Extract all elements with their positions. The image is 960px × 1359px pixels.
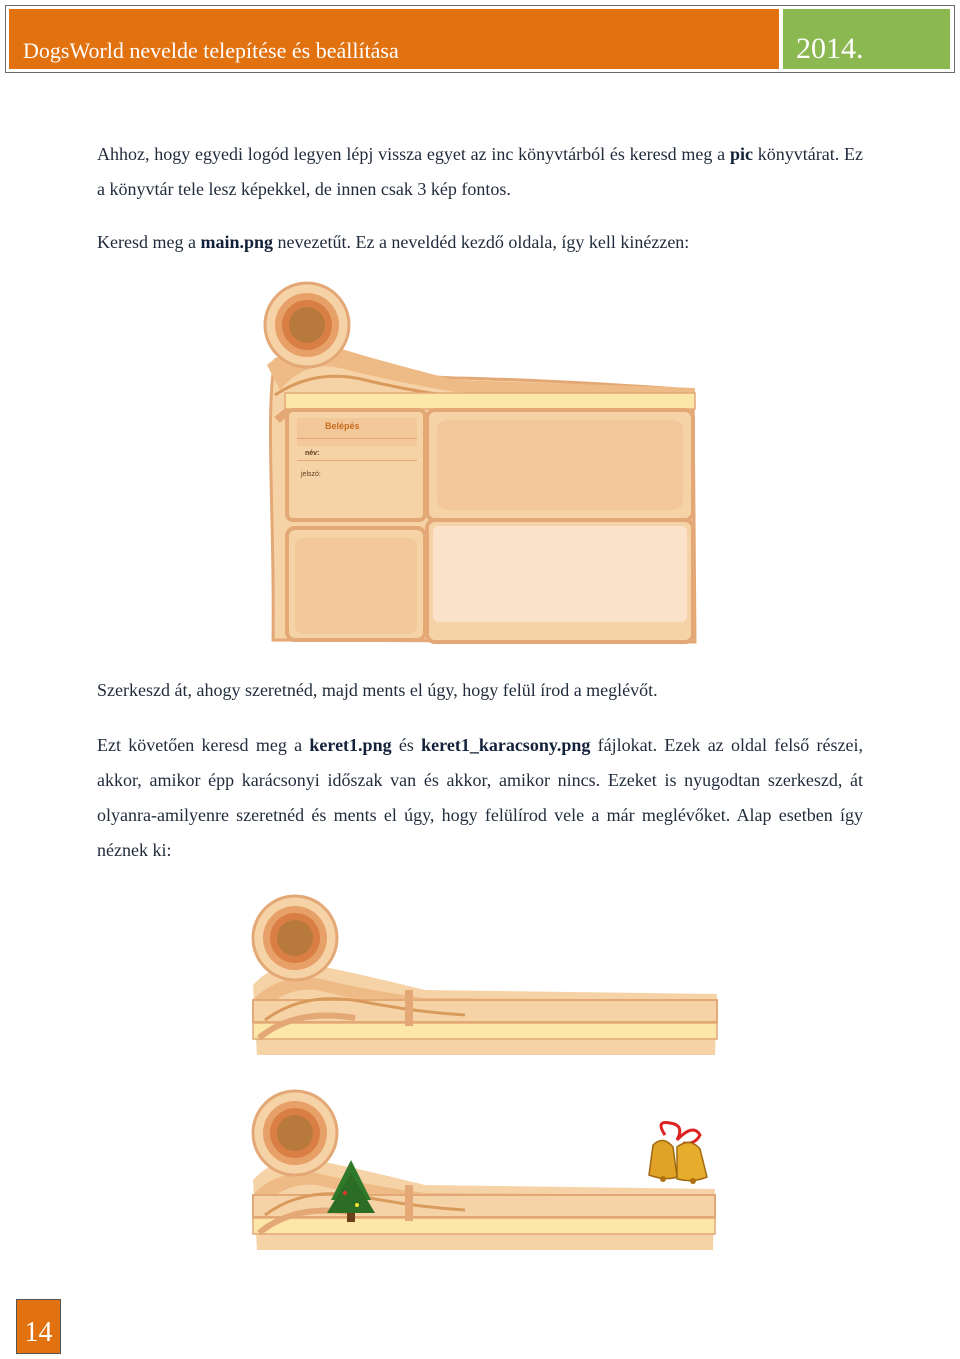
paragraph-save: Szerkeszd át, ahogy szeretnéd, majd ments el úgy, hogy felül írod a meglévőt. [97, 680, 658, 700]
text-run: és [391, 735, 422, 755]
page-number-box [16, 1299, 61, 1354]
text-run: Ahhoz, hogy egyedi logód legyen lépj vissza egyet az inc könyvtárból és keresd meg a [97, 144, 730, 164]
paragraph-pic-folder [97, 137, 863, 207]
paragraph-frames [97, 728, 863, 868]
login-title: Belépés [325, 421, 360, 431]
paragraph-main-png [97, 225, 863, 260]
bold-file-name: keret1.png [309, 735, 392, 755]
name-label: név: [305, 450, 320, 457]
bold-file-name: main.png [200, 232, 273, 252]
bold-file-name: keret1_karacsony.png [421, 735, 591, 755]
header-title-band [9, 9, 779, 69]
main-page-image [255, 280, 705, 650]
password-label: jelszó: [301, 471, 321, 478]
text-run: fájlokat. Ezek az oldal felső részei, akkor, amikor épp karácsonyi időszak van és akkor, amikor nincs. Ezeket is nyugodtan szerkeszd, át olyanra-amilyenre szeretnéd és ments el úgy, hogy felülírod vele a már meglévőket. Alap esetben így néznek ki: [97, 735, 864, 860]
header-year-band [783, 9, 950, 69]
text-run: könyvtárat. Ez a könyvtár tele lesz képekkel, de innen csak 3 kép fontos. [97, 144, 863, 199]
header-title: DogsWorld nevelde telepítése és beállítása [23, 38, 399, 63]
christmas-frame-image [245, 1085, 725, 1255]
page-number: 14 [24, 1317, 53, 1348]
page-header [5, 5, 955, 73]
text-run: nevezetűt. Ez a neveldéd kezdő oldala, így kell kinézzen: [273, 232, 690, 252]
text-run: Ezt követően keresd meg a [97, 735, 310, 755]
bold-folder-name: pic [729, 144, 753, 164]
text-run: Keresd meg a [97, 232, 201, 252]
christmas-bells-icon [649, 1123, 707, 1185]
header-year: 2014. [796, 32, 864, 65]
frame-image [245, 890, 725, 1055]
